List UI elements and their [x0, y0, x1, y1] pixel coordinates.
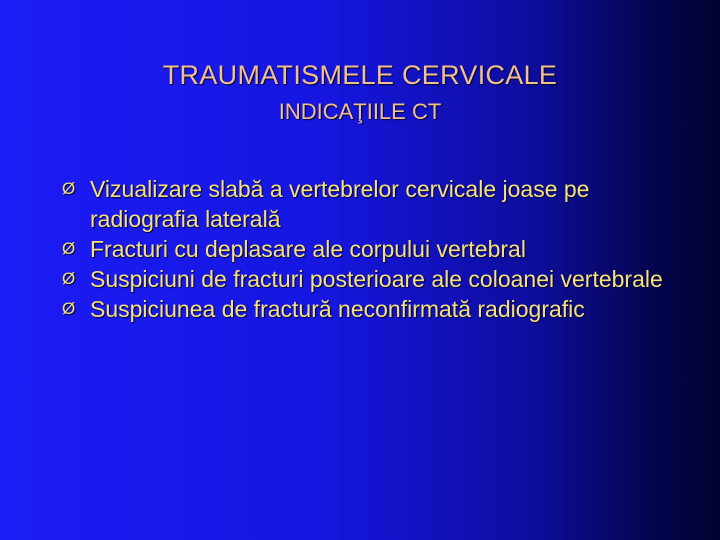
bullet-text: Suspiciuni de fracturi posterioare ale coloanei vertebrale	[90, 266, 663, 292]
bullet-item	[60, 264, 700, 294]
bullet-text: Fracturi cu deplasare ale corpului vertebral	[90, 236, 526, 262]
bullet-item	[60, 174, 700, 234]
bullet-list	[60, 174, 700, 324]
bullet-item	[60, 294, 700, 324]
arrow-bullet-icon: Ø	[62, 269, 76, 288]
arrow-bullet-icon: Ø	[62, 299, 76, 318]
arrow-bullet-icon: Ø	[62, 239, 76, 258]
bullet-text: Vizualizare slabă a vertebrelor cervicale joase pe radiografia laterală	[90, 176, 590, 232]
slide-subtitle: INDICAŢIILE CT	[278, 99, 442, 124]
arrow-bullet-icon: Ø	[62, 179, 76, 198]
bullet-text: Suspiciunea de fractură neconfirmată radiografic	[90, 296, 585, 322]
bullet-item	[60, 234, 700, 264]
slide-title: TRAUMATISMELE CERVICALE	[162, 60, 558, 90]
